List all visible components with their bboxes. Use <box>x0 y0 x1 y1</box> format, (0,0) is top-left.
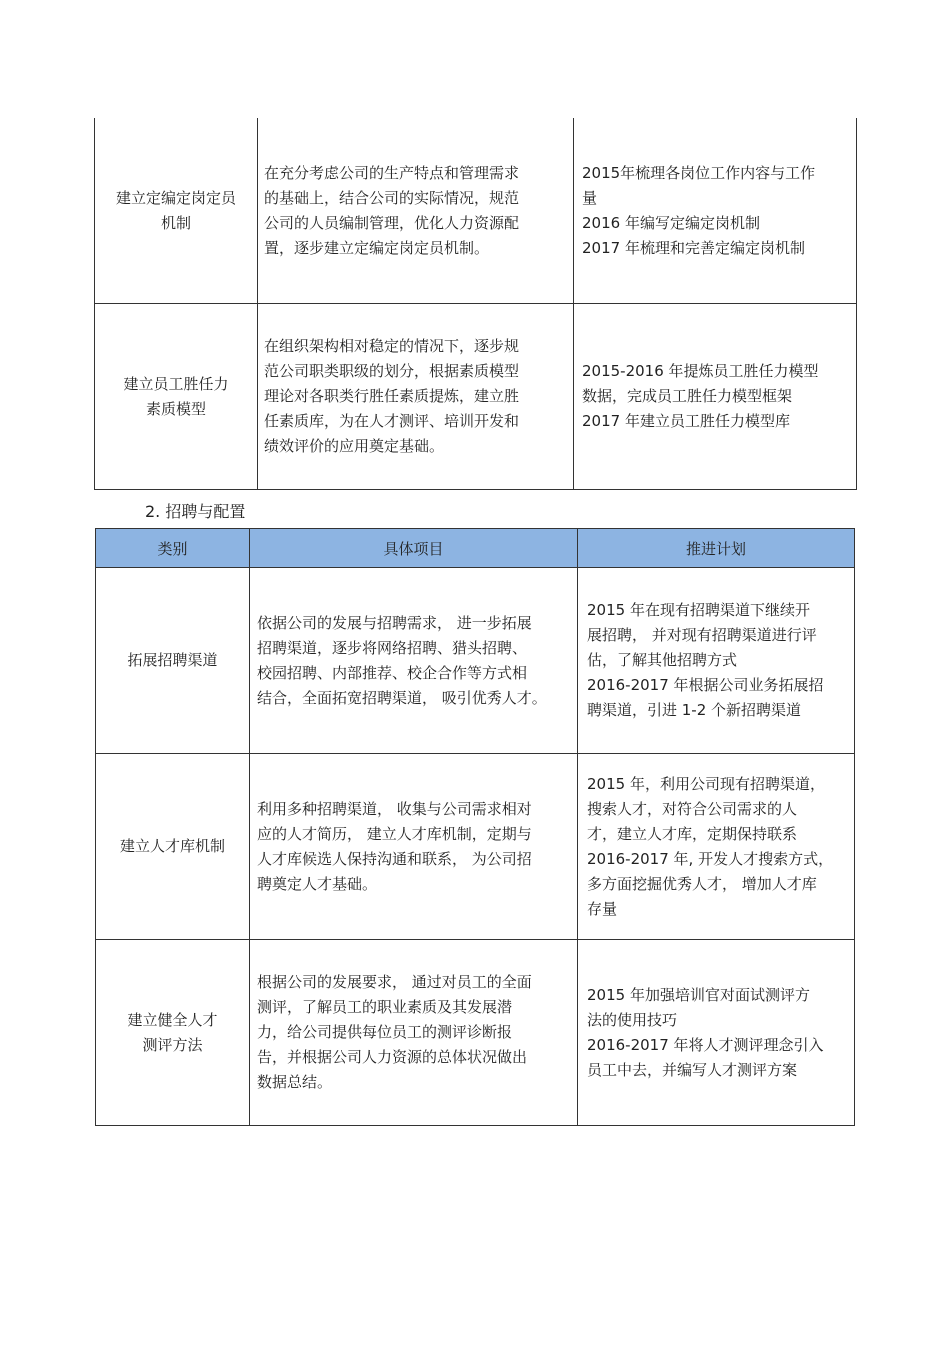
detail-cell <box>257 568 575 753</box>
table-2-border <box>854 528 855 1126</box>
category-cell: 建立健全人才 测评方法 <box>127 1010 218 1054</box>
table-1-border <box>856 118 857 490</box>
table-2-border <box>577 528 578 1126</box>
table-1-border <box>94 489 857 490</box>
column-header-plan: 推进计划 <box>578 529 854 567</box>
section-heading: 2. 招聘与配置 <box>145 502 246 521</box>
detail-cell <box>257 940 575 1125</box>
table-row <box>95 304 257 489</box>
plan-text: 2015 年，利用公司现有招聘渠道， 搜索人才，对符合公司需求的人 才，建立人才库，定期保持联系 2016-2017 年, 开发人才搜索方式， 多方面挖掘优秀人才， 增加人才库 存量 <box>587 774 834 918</box>
plan-text: 2015 年在现有招聘渠道下继续开 展招聘， 并对现有招聘渠道进行评 估，了解其他招聘方式 2016-2017 年根据公司业务拓展招 聘渠道，引进 1-2 个新招聘渠道 <box>587 601 824 719</box>
table-row <box>96 754 249 939</box>
table-2-border <box>249 528 250 1126</box>
table-row <box>96 568 249 753</box>
detail-cell <box>264 304 569 489</box>
plan-text: 2015-2016 年提炼员工胜任力模型 数据，完成员工胜任力模型框架 2017 年建立员工胜任力模型库 <box>582 362 819 430</box>
detail-text: 在充分考虑公司的生产特点和管理需求 的基础上，结合公司的实际情况，规范 公司的人员编制管理，优化人力资源配 置，逐步建立定编定岗定员机制。 <box>264 163 520 257</box>
plan-text: 2015年梳理各岗位工作内容与工作 量 2016 年编写定编定岗机制 2017 年梳理和完善定编定岗机制 <box>582 163 816 257</box>
table-row <box>95 118 257 303</box>
detail-cell <box>264 118 569 303</box>
plan-cell <box>582 304 852 489</box>
plan-cell <box>587 754 851 939</box>
plan-cell <box>587 940 851 1125</box>
detail-text: 利用多种招聘渠道， 收集与公司需求相对 应的人才简历， 建立人才库机制，定期与 人才库候选人保持沟通和联系， 为公司招 聘奠定人才基础。 <box>257 799 532 893</box>
category-cell: 建立员工胜任力 素质模型 <box>123 374 229 418</box>
column-header-detail: 具体项目 <box>250 529 577 567</box>
table-1-border <box>257 118 258 490</box>
table-row <box>96 940 249 1125</box>
category-cell: 建立人才库机制 <box>119 837 225 855</box>
detail-cell <box>257 754 575 939</box>
plan-cell <box>587 568 851 753</box>
detail-text: 在组织架构相对稳定的情况下，逐步规 范公司职类职级的划分，根据素质模型 理论对各职类行胜任素质提炼，建立胜 任素质库，为在人才测评、培训开发和 绩效评价的应用奠定基础。 <box>264 337 520 455</box>
table-1-border <box>573 118 574 490</box>
category-cell: 建立定编定岗定员 机制 <box>115 188 236 232</box>
category-cell: 拓展招聘渠道 <box>127 651 218 669</box>
table-2-border <box>95 1125 855 1126</box>
plan-cell <box>582 118 852 303</box>
detail-text: 依据公司的发展与招聘需求， 进一步拓展 招聘渠道，逐步将网络招聘、猎头招聘、 校园招聘、内部推荐、校企合作等方式相 结合，全面拓宽招聘渠道， 吸引优秀人才。 <box>257 613 547 707</box>
plan-text: 2015 年加强培训官对面试测评方 法的使用技巧 2016-2017 年将人才测评理念引入 员工中去，并编写人才测评方案 <box>587 985 824 1079</box>
column-header-category: 类别 <box>96 529 249 567</box>
table-2-border <box>95 528 855 529</box>
detail-text: 根据公司的发展要求， 通过对员工的全面 测评，了解员工的职业素质及其发展潜 力，给公司提供每位员工的测评诊断报 告，并根据公司人力资源的总体状况做出 数据总结。 <box>257 973 532 1091</box>
